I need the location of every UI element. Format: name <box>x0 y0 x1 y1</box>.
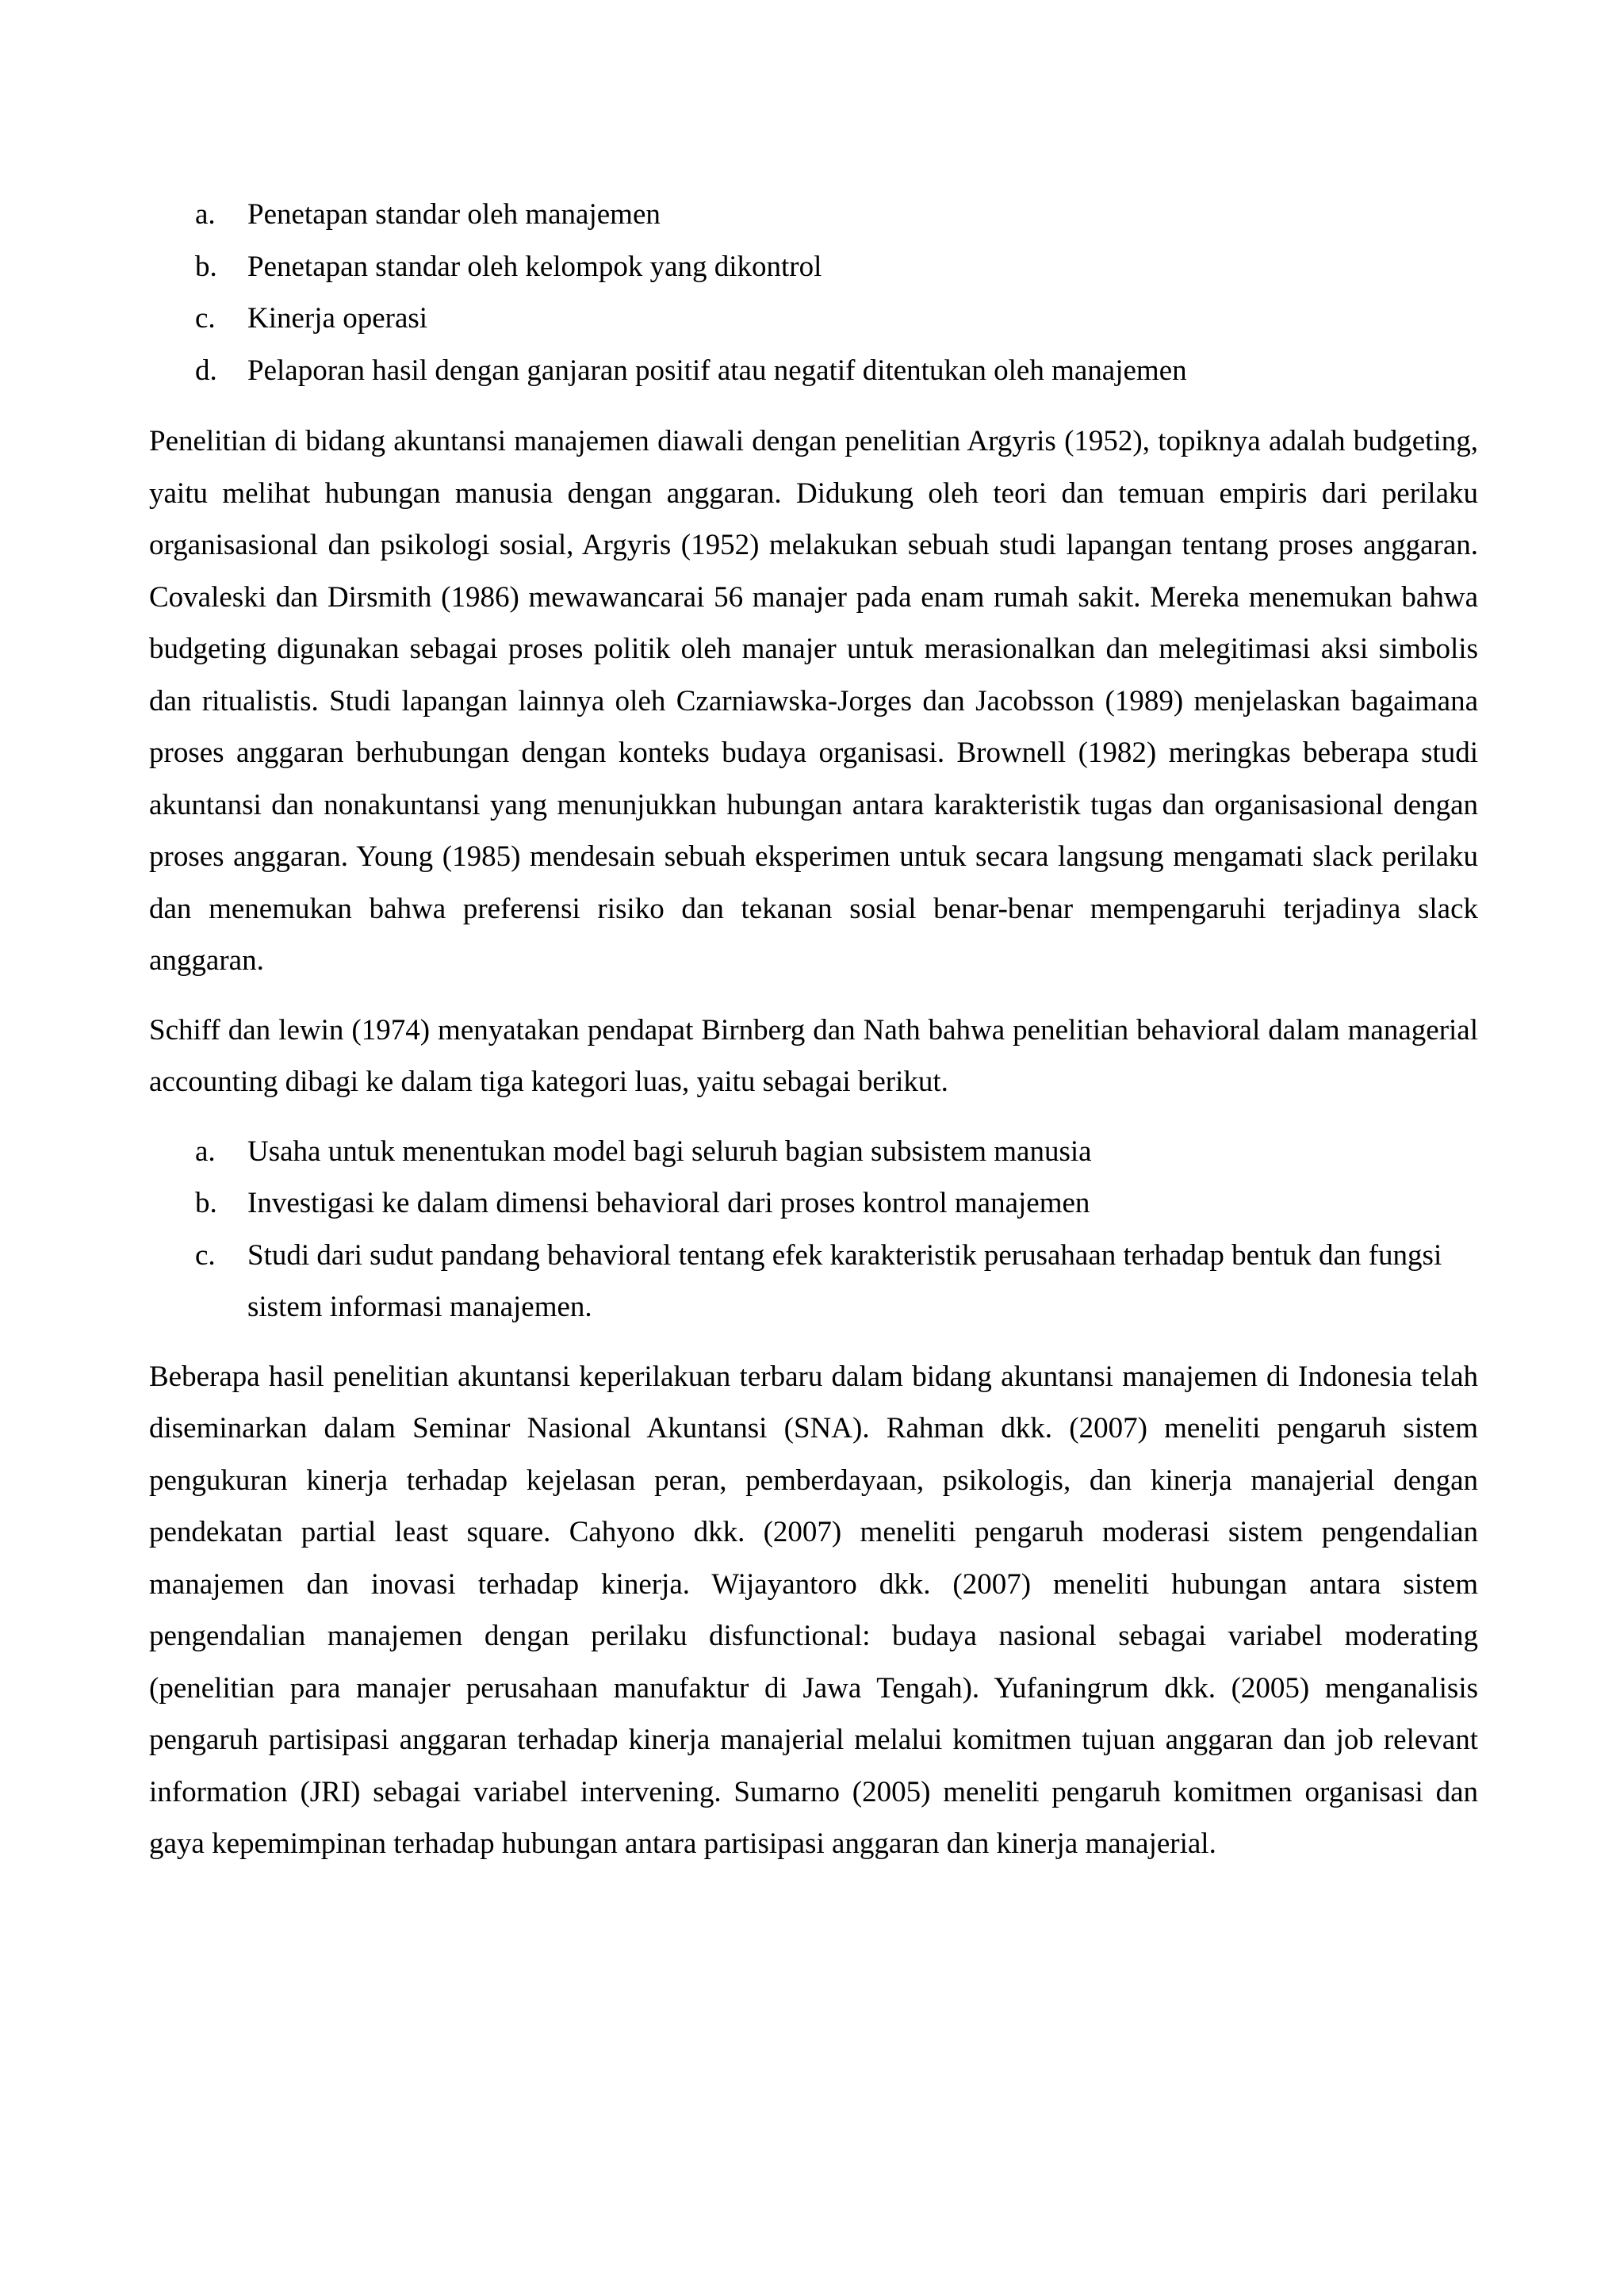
list-item <box>149 345 1478 397</box>
list-item <box>149 293 1478 345</box>
list-marker: c. <box>195 302 216 335</box>
list-item <box>149 189 1478 241</box>
paragraph-indonesia-research: Beberapa hasil penelitian akuntansi keperilakuan terbaru dalam bidang akuntansi manajemen di Indonesia telah diseminarkan dalam Seminar Nasional Akuntansi (SNA). Rahman dkk. (2007) meneliti pengaruh sistem pengukuran kinerja terhadap kejelasan peran, pemberdayaan, psikologis, dan kinerja manajerial dengan pendekatan partial least square. Cahyono dkk. (2007) meneliti pengaruh moderasi sistem pengendalian manajemen dan inovasi terhadap kinerja. Wijayantoro dkk. (2007) meneliti hubungan antara sistem pengendalian manajemen dengan perilaku disfunctional: budaya nasional sebagai variabel moderating (penelitian para manajer perusahaan manufaktur di Jawa Tengah). Yufaningrum dkk. (2005) menganalisis pengaruh partisipasi anggaran terhadap kinerja manajerial melalui komitmen tujuan anggaran dan job relevant information (JRI) sebagai variabel intervening. Sumarno (2005) meneliti pengaruh komitmen organisasi dan gaya kepemimpinan terhadap hubungan antara partisipasi anggaran dan kinerja manajerial. <box>149 1360 1478 1860</box>
list-item <box>149 1230 1478 1334</box>
list-marker: a. <box>195 1135 216 1168</box>
document-body <box>149 189 1478 1888</box>
list-item-text: Usaha untuk menentukan model bagi seluruh bagian subsistem manusia <box>247 1135 1092 1168</box>
list-item-text: Investigasi ke dalam dimensi behavioral dari proses kontrol manajemen <box>247 1187 1090 1219</box>
list-item <box>149 1126 1478 1178</box>
list-marker: c. <box>195 1238 216 1272</box>
list-item-text: Kinerja operasi <box>247 302 428 335</box>
list-item <box>149 1177 1478 1230</box>
list-marker: b. <box>195 1187 217 1219</box>
list-marker: b. <box>195 250 217 283</box>
list-marker: a. <box>195 198 216 231</box>
list-marker: d. <box>195 354 217 387</box>
list-item-text: Penetapan standar oleh kelompok yang dikontrol <box>247 250 822 283</box>
behavioral-categories-list <box>149 1126 1478 1334</box>
list-item-text: Studi dari sudut pandang behavioral tentang efek karakteristik perusahaan terhadap bentuk dan fungsi sistem informasi manajemen. <box>247 1238 1442 1323</box>
list-item <box>149 241 1478 293</box>
list-item-text: Penetapan standar oleh manajemen <box>247 198 661 231</box>
paragraph-budgeting-research: Penelitian di bidang akuntansi manajemen diawali dengan penelitian Argyris (1952), topiknya adalah budgeting, yaitu melihat hubungan manusia dengan anggaran. Didukung oleh teori dan temuan empiris dari perilaku organisasional dan psikologi sosial, Argyris (1952) melakukan sebuah studi lapangan tentang proses anggaran. Covaleski dan Dirsmith (1986) mewawancarai 56 manajer pada enam rumah sakit. Mereka menemukan bahwa budgeting digunakan sebagai proses politik oleh manajer untuk merasionalkan dan melegitimasi aksi simbolis dan ritualistis. Studi lapangan lainnya oleh Czarniawska-Jorges dan Jacobsson (1989) menjelaskan bagaimana proses anggaran berhubungan dengan konteks budaya organisasi. Brownell (1982) meringkas beberapa studi akuntansi dan nonakuntansi yang menunjukkan hubungan antara karakteristik tugas dan organisasional dengan proses anggaran. Young (1985) mendesain sebuah eksperimen untuk secara langsung mengamati slack perilaku dan menemukan bahwa preferensi risiko dan tekanan sosial benar-benar mempengaruhi terjadinya slack anggaran. <box>149 425 1478 977</box>
list-item-text: Pelaporan hasil dengan ganjaran positif atau negatif ditentukan oleh manajemen <box>247 354 1187 387</box>
standards-list <box>149 189 1478 396</box>
paragraph-behavioral-categories: Schiff dan lewin (1974) menyatakan pendapat Birnberg dan Nath bahwa penelitian behavioral dalam managerial accounting dibagi ke dalam tiga kategori luas, yaitu sebagai berikut. <box>149 1013 1478 1098</box>
